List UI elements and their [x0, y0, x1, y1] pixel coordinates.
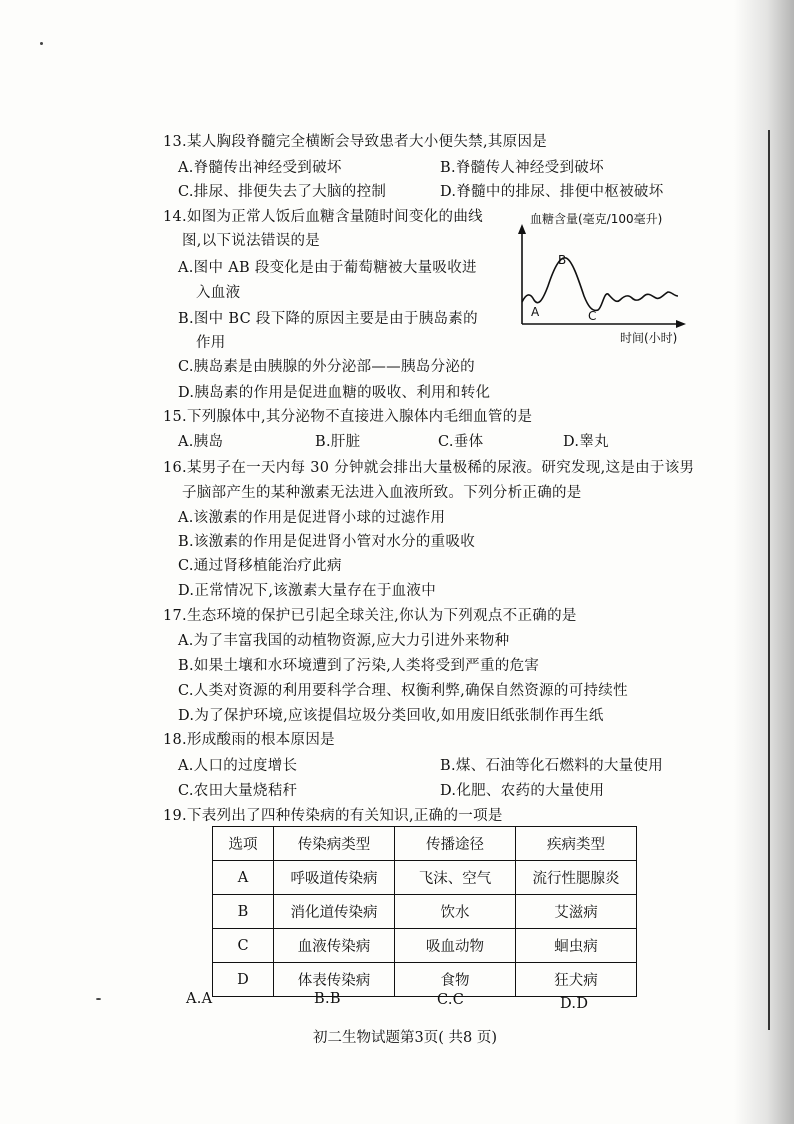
table-cell: 流行性腮腺炎: [516, 861, 637, 895]
question-17-stem: 17.生态环境的保护已引起全球关注,你认为下列观点不正确的是: [163, 608, 577, 624]
table-cell: B: [213, 895, 274, 929]
question-15-option-c: C.垂体: [438, 434, 484, 450]
question-16-stem-line1: 16.某男子在一天内每 30 分钟就会排出大量极稀的尿液。研究发现,这是由于该男: [163, 460, 695, 476]
question-14-stem-line2: 图,以下说法错误的是: [182, 233, 321, 249]
table-cell: 吸血动物: [395, 929, 516, 963]
page-footer: 初二生物试题第3页( 共8 页): [313, 1030, 497, 1046]
table-cell: 艾滋病: [516, 895, 637, 929]
table-cell: 体表传染病: [274, 963, 395, 997]
question-13-option-d: D.脊髓中的排尿、排便中枢被破坏: [440, 184, 664, 200]
table-cell: C: [213, 929, 274, 963]
chart-y-axis-label: 血糖含量(毫克/100毫升): [530, 212, 663, 226]
table-row: [213, 895, 637, 929]
question-19-option-b: B.B: [314, 991, 341, 1007]
question-14-stem-line1: 14.如图为正常人饭后血糖含量随时间变化的曲线: [163, 209, 483, 225]
question-19-option-d: D.D: [560, 996, 589, 1012]
question-15-option-b: B.肝脏: [315, 434, 361, 450]
table-header-cell: 选项: [213, 827, 274, 861]
question-18-option-d: D.化肥、农药的大量使用: [440, 783, 605, 799]
question-14-option-b-line2: 作用: [196, 335, 226, 351]
question-18-stem: 18.形成酸雨的根本原因是: [163, 732, 335, 748]
question-13-option-a: A.脊髓传出神经受到破坏: [178, 160, 342, 176]
chart-y-axis-arrow: [518, 224, 526, 234]
question-15-option-d: D.睾丸: [563, 434, 609, 450]
question-14-option-c: C.胰岛素是由胰腺的外分泌部——胰岛分泌的: [178, 359, 475, 375]
table-cell: 血液传染病: [274, 929, 395, 963]
question-13-option-c: C.排尿、排便失去了大脑的控制: [178, 184, 387, 200]
question-17-option-b: B.如果土壤和水环境遭到了污染,人类将受到严重的危害: [178, 658, 540, 674]
chart-x-axis-arrow: [676, 320, 686, 328]
table-cell: 消化道传染病: [274, 895, 395, 929]
question-16-stem-line2: 子脑部产生的某种激素无法进入血液所致。下列分析正确的是: [182, 485, 582, 501]
table-row: [213, 963, 637, 997]
question-14-option-d: D.胰岛素的作用是促进血糖的吸收、利用和转化: [178, 385, 491, 401]
question-13-option-b: B.脊髓传人神经受到破坏: [440, 160, 604, 176]
question-17-option-a: A.为了丰富我国的动植物资源,应大力引进外来物种: [178, 633, 510, 649]
question-15-option-a: A.胰岛: [178, 434, 224, 450]
chart-x-axis-label: 时间(小时): [620, 331, 678, 345]
scan-speck: [96, 998, 101, 1000]
table-cell: 蛔虫病: [516, 929, 637, 963]
question-14-option-a-line1: A.图中 AB 段变化是由于葡萄糖被大量吸收进: [178, 260, 477, 276]
scan-edge-shadow: [734, 0, 794, 1124]
table-row: [213, 861, 637, 895]
question-19-option-c: C.C: [437, 992, 465, 1008]
question-14-option-a-line2: 入血液: [196, 285, 241, 301]
table-header-cell: 传染病类型: [274, 827, 395, 861]
question-17-option-d: D.为了保护环境,应该提倡垃圾分类回收,如用废旧纸张制作再生纸: [178, 708, 604, 724]
question-16-option-a: A.该激素的作用是促进肾小球的过滤作用: [178, 510, 446, 526]
infectious-disease-table: [212, 826, 637, 997]
chart-blood-sugar-curve: [522, 258, 678, 311]
scan-speck: [40, 42, 43, 45]
question-13-stem: 13.某人胸段脊髓完全横断会导致患者大小便失禁,其原因是: [163, 134, 548, 150]
table-row: [213, 929, 637, 963]
question-17-option-c: C.人类对资源的利用要科学合理、权衡利弊,确保自然资源的可持续性: [178, 683, 628, 699]
question-19-stem: 19.下表列出了四种传染病的有关知识,正确的一项是: [163, 808, 503, 824]
table-header-cell: 传播途径: [395, 827, 516, 861]
table-cell: 饮水: [395, 895, 516, 929]
table-cell: 食物: [395, 963, 516, 997]
question-16-option-d: D.正常情况下,该激素大量存在于血液中: [178, 583, 437, 599]
blood-sugar-chart: [512, 206, 692, 346]
table-cell: 飞沫、空气: [395, 861, 516, 895]
chart-point-a-label: A: [531, 305, 540, 319]
question-16-option-b: B.该激素的作用是促进肾小管对水分的重吸收: [178, 534, 476, 550]
chart-point-b-label: B: [558, 253, 567, 267]
table-cell: D: [213, 963, 274, 997]
table-header-row: [213, 827, 637, 861]
scan-edge-line: [768, 130, 770, 1030]
question-19-option-a: A.A: [186, 991, 213, 1007]
table-header-cell: 疾病类型: [516, 827, 637, 861]
table-cell: 狂犬病: [516, 963, 637, 997]
question-15-stem: 15.下列腺体中,其分泌物不直接进入腺体内毛细血管的是: [163, 409, 533, 425]
question-18-option-a: A.人口的过度增长: [178, 758, 298, 774]
question-16-option-c: C.通过肾移植能治疗此病: [178, 558, 342, 574]
table-cell: A: [213, 861, 274, 895]
question-18-option-c: C.农田大量烧秸秆: [178, 783, 298, 799]
chart-point-c-label: C: [588, 309, 597, 323]
question-18-option-b: B.煤、石油等化石燃料的大量使用: [440, 758, 664, 774]
question-14-option-b-line1: B.图中 BC 段下降的原因主要是由于胰岛素的: [178, 311, 478, 327]
table-cell: 呼吸道传染病: [274, 861, 395, 895]
